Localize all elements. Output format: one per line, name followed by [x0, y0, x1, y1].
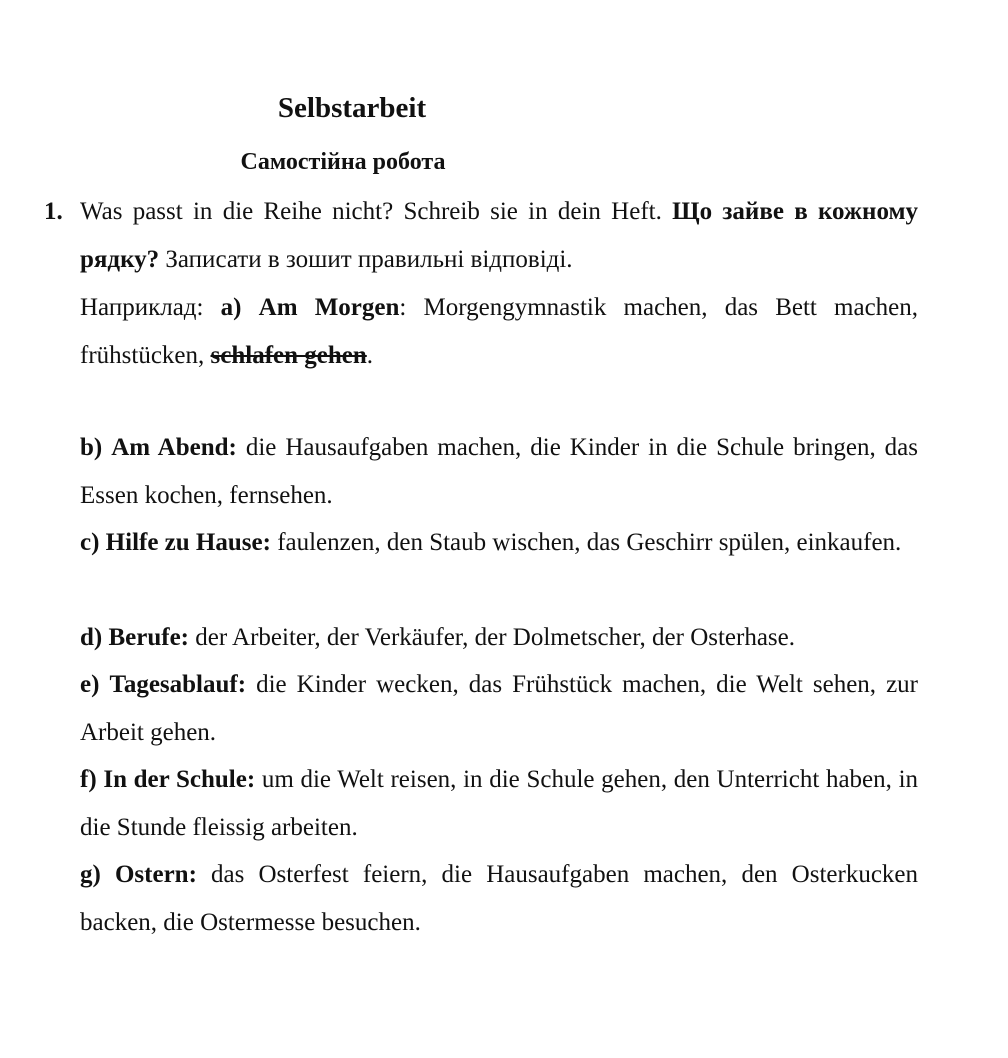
item-topic: Am Abend: [111, 434, 237, 461]
instruction-ukrainian-rest: Записати в зошит правильні відповіді. [165, 246, 573, 273]
item-text: die Hausaufgaben machen, die Kinder in die Schule bringen, das Essen kochen, fernsehen. [80, 434, 918, 509]
item-letter: b) [80, 434, 103, 461]
example-text: Morgengymnastik machen, das Bett machen, frühstücken, [80, 294, 919, 369]
example-topic: Am Morgen [258, 294, 400, 321]
page-title: Selbstarbeit [277, 92, 427, 124]
item-text: das Osterfest feiern, die Hausaufgaben machen, den Osterkucken backen, die Ostermesse besuchen. [80, 861, 919, 936]
task-instruction [80, 188, 918, 284]
item-letter: f) [80, 766, 97, 793]
instruction-german: Was passt in die Reihe nicht? Schreib sie in dein Heft. [80, 198, 662, 225]
example-letter: а) [220, 294, 242, 321]
item-topic: Hilfe zu Hause: [105, 529, 271, 556]
item-letter: d) [80, 624, 103, 651]
exercise-item-c [80, 519, 918, 567]
example-crossed-out: schlafen gehen [210, 342, 367, 369]
item-letter: e) [80, 671, 100, 698]
example-prefix: Наприклад: [80, 294, 204, 321]
task-number: 1. [44, 198, 63, 225]
item-topic: Berufe: [108, 624, 190, 651]
item-topic: In der Schule: [103, 766, 256, 793]
exercise-item-d [80, 614, 918, 662]
example-end: . [366, 342, 374, 369]
item-text: der Arbeiter, der Verkäufer, der Dolmetscher, der Osterhase. [195, 624, 796, 651]
exercise-item-f [80, 756, 918, 852]
page-subtitle: Самостійна робота [240, 149, 446, 175]
item-topic: Ostern: [114, 861, 197, 888]
exercise-item-g [80, 851, 918, 947]
item-topic: Tagesablauf: [109, 671, 247, 698]
item-letter: g) [80, 861, 101, 888]
item-text: die Kinder wecken, das Frühstück machen, die Welt sehen, zur Arbeit gehen. [80, 671, 918, 746]
item-text: um die Welt reisen, in die Schule gehen, den Unterricht haben, in die Stunde fleissig arbeiten. [80, 766, 919, 841]
example-colon: : [399, 294, 407, 321]
instruction-ukrainian-question: Що зайве в кожному рядку? [80, 198, 919, 273]
item-letter: c) [80, 529, 100, 556]
item-text: faulenzen, den Staub wischen, das Geschirr spülen, einkaufen. [277, 529, 902, 556]
exercise-item-b [80, 424, 918, 520]
example-item [80, 284, 918, 380]
exercise-item-e [80, 661, 918, 757]
